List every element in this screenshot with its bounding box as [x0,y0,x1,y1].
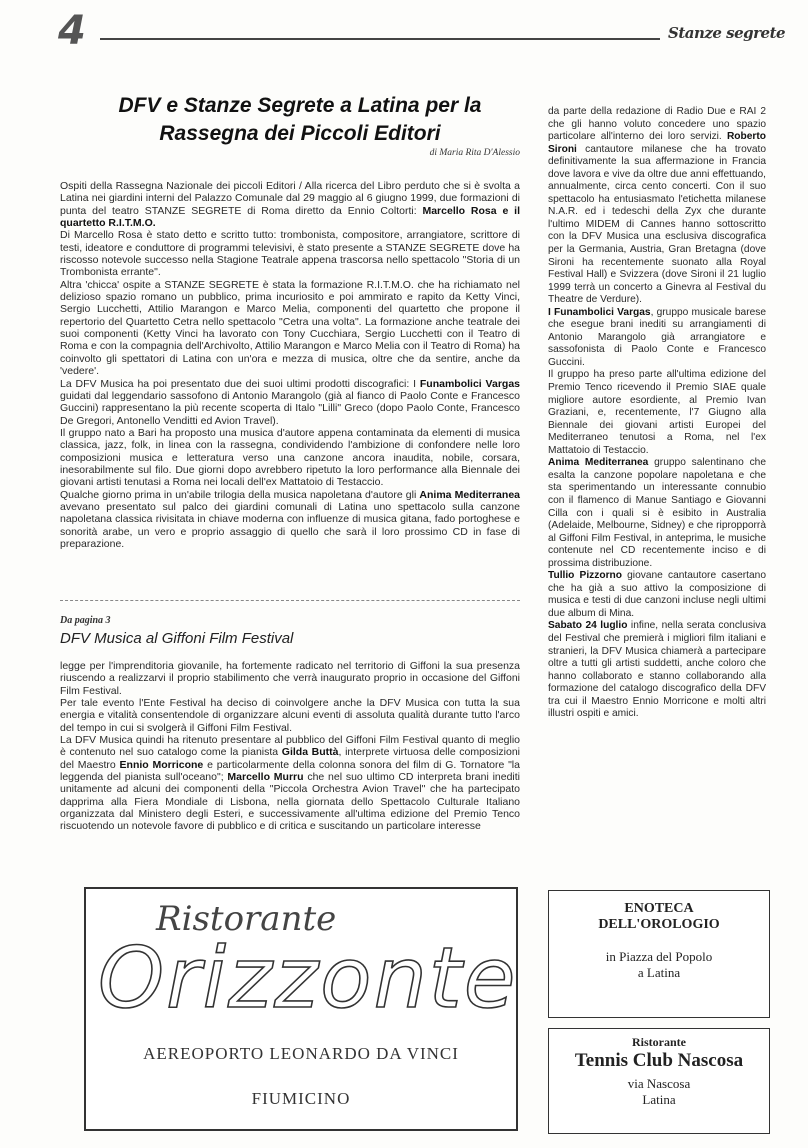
paragraph: da parte della redazione di Radio Due e RAI 2 che gli hanno voluto concedere uno spazio particolare all'interno dei loro servizi. Roberto Sironi cantautore milanese che ha trovato definitivamente la sua affermazione in Francia dove lavora e vive da oltre due anni effettuando, annualmente, circa cento concerti. Con il suo spettacolo ha entusiasmato l'etichetta milanese N.A.R. ed i tedeschi della Zyx che durante l'ultimo MIDEM di Cannes hanno sottoscritto con la DFV Musica una esclusiva discografica per la Germania, Austria, Gran Bretagna (dove Sironi ha recentemente suonato alla Royal Festival Hall) e Svizzera (dove Sironi il 21 luglio 1999 terrà un concerto a Ginevra al Festival du Theatre de Verdure). [548,106,766,306]
magazine-logo: Stanze segrete [668,24,786,42]
second-article-body [60,660,520,833]
header-rule [100,38,660,40]
paragraph: La DFV Musica quindi ha ritenuto presentare al pubblico del Giffoni Film Festival quanto di meglio è contenuto nel suo catalogo come la pianista Gilda Buttà, interprete virtuosa delle composizioni del Maestro Ennio Morricone e particolarmente della colonna sonora del film di G. Tornatore "la leggenda del pianista sull'oceano"; Marcello Murru che nel suo ultimo CD interpreta brani inediti unitamente ad alcuni dei componenti della "Piccola Orchestra Avion Travel" che ha partecipato dapprima alla Fiera Mondiale di Lisbona, nella giornata dello Spettacolo Culturale Italiano organizzata dal Ministero degli Esteri, e successivamente all'ultima edizione del Premio Tenco riscuotendo un notevole favore di pubblico e di critica e suscitando un particolare interesse [60,734,521,833]
tennis-ad-city: Latina [642,1092,676,1107]
enoteca-title: ENOTECA [624,901,694,916]
main-article-body [60,180,520,550]
headline-line-2: Rassegna dei Piccoli Editori [159,122,441,145]
paragraph: Il gruppo nato a Bari ha proposto una musica d'autore appena contaminata da elementi di musica classica, jazz, folk, in linea con la rassegna, condividendo l'ambizione di confondere nelle loro composizioni musica e letteratura verso una canzone ancora inaudita, nobile, corsara, inesorabilmente sul filo. Due giorni dopo avrebbero ripetuto la loro performance alla Biennale dei giovani artisti tenutasi a Roma nei locali dell'ex Mattatoio di Testaccio. [60,426,520,489]
ristorante-orizzonte-ad [84,887,518,1131]
ad-location-line: AEREOPORTO LEONARDO DA VINCI [143,1044,459,1063]
paragraph: Di Marcello Rosa è stato detto e scritto tutto: trombonista, compositore, arrangiatore, scrittore di testi, ideatore e conduttore di programmi televisivi, è stato presente a STANZE SEGRETE dove ha riscosso notevole successo nella Stagione Teatrale appena trascorsa nello spettacolo "Storia di un Trombonista errante". [60,229,520,279]
headline-line-1: DFV e Stanze Segrete a Latina per la [118,94,482,117]
article-byline: di Maria Rita D'Alessio [429,148,520,158]
paragraph: I Funambolici Vargas, gruppo musicale barese che esegue brani inediti su arrangiamenti di Antonio Marangolo già arrangiatore e sassofonista di Paolo Conte e Francesco Guccini. [548,306,767,368]
paragraph: Altra 'chicca' ospite a STANZE SEGRETE è stata la formazione R.I.T.M.O. che ha richiamato nel delizioso spazio romano un pubblico, prima incuriosito e poi ammirato e rapito da Ketty Vinci, Sergio Lucchetti, Attilio Marangon e Marco Melia, componenti del quartetto che propone il repertorio del Quartetto Cetra nello spettacolo "Cetra una volta". La formazione anche teatrale dei suoi componenti (Ketty Vinci ha lavorato con Tony Cucchiara, Sergio Lucchetti con il Teatro di Roma e con la compagnia dell'Archivolto, Attilio Marangon e Marco Melia con il Teatro di Roma) ha coinvolto gli spettatori di Latina con un'ora e mezza di musica, oltre che da sentire, anche da 'vedere'. [60,278,520,378]
tennis-ad-address: via Nascosa [627,1076,691,1091]
enoteca-address: in Piazza del Popolo [605,949,713,964]
second-article-title: DFV Musica al Giffoni Film Festival [60,630,294,647]
paragraph: Qualche giorno prima in un'abile trilogia della musica napoletana d'autore gli Anima Mediterranea avevano presentato sul palco dei giardini comunali di Latina uno spettacolo sulla canzone napoletana classica rivisitata in chiave moderna con influenze di musica gitana, fado portoghese e sonorità arabe, un vero e proprio assaggio di quello che sarà il loro prossimo CD in fase di preparazione. [60,488,520,550]
paragraph: Anima Mediterranea gruppo salentinano che esalta la canzone popolare napoletana e che sta sperimentando un interessante connubio con il flamenco di Manue Santiago e Giovanni Cilla con i quali si è esibito in Australia (Adelaide, Melbourne, Sidney) e che ripropporrà al Giffoni Film Festival, in anteprima, le musiche contenute nel CD recentemente inciso e di prossima distribuzione. [548,457,766,569]
paragraph: Il gruppo ha preso parte all'ultima edizione del Premio Tenco ricevendo il Premio SIAE quale migliore autore esordiente, al Premio Ivan Graziani, e, recentemente, l'7 Giugno alla Biennale dei giovani artisti Europei del Mediterraneo tenutosi a Roma, nel l'ex Mattatoio di Testaccio. [548,369,766,456]
ad-restaurant-name: Orizzonte [98,929,518,1027]
paragraph: legge per l'imprenditoria giovanile, ha fortemente radicato nel territorio di Giffoni la sua presenza riuscendo a realizzarvi il proprio stabilimento che verrà inaugurato proprio in occasione del Giffoni Film Festival. [60,660,520,697]
continuation-label: Da pagina 3 [60,615,111,626]
tennis-ad-label: Ristorante [632,1035,686,1049]
right-column-body [548,106,766,721]
enoteca-city: a Latina [637,965,681,980]
tennis-club-ad [548,1028,770,1134]
section-divider [60,600,520,602]
enoteca-subtitle: DELL'OROLOGIO [598,917,720,932]
tennis-ad-name: Tennis Club Nascosa [574,1050,744,1071]
page-number: 4 [58,8,86,54]
enoteca-ad [548,890,770,1018]
ad-city-line: FIUMICINO [251,1089,351,1108]
paragraph: Sabato 24 luglio infine, nella serata conclusiva del Festival che premierà i migliori film italiani e stranieri, la DFV Musica chiamerà a partecipare oltre a tutti gli artisti suddetti, anche coloro che hanno collaborato e stanno collaborando alla formazione del catalogo discografico della DFV tra cui il Maestro Ennio Morricone e molti altri illustri ospiti e amici. [548,620,766,720]
article-headline [60,92,540,148]
paragraph: Tullio Pizzorno giovane cantautore casertano che ha già a suo attivo la composizione di musica e testi di due canzoni incluse negli ultimi due album di Mina. [548,570,766,619]
paragraph: Ospiti della Rassegna Nazionale dei piccoli Editori / Alla ricerca del Libro perduto che si è svolta a Latina nei giardini interni del Palazzo Comunale dal 29 maggio al 6 giugno 1999, due formazioni di punta del teatro STANZE SEGRETE di Roma diretto da Ennio Coltorti: Marcello Rosa e il quartetto R.I.T.M.O. [60,180,520,230]
paragraph: La DFV Musica ha poi presentato due dei suoi ultimi prodotti discografici: I Funambolici Vargas guidati dal leggendario sassofono di Antonio Marangolo (già al fianco di Paolo Conte e Francesco Guccini) rappresentano la più recente scoperta di Italo "Lilli" Greco (dopo Paolo Conte, Francesco De Gregori, Antonello Venditti ed Avion Travel). [60,377,520,427]
paragraph: Per tale evento l'Ente Festival ha deciso di coinvolgere anche la DFV Musica con tutta la sua energia e vitalità consentendole di organizzare alcuni eventi di assoluta qualità durante tutto l'arco del tempo in cui si svolgerà il Giffoni Film Festival. [60,697,520,734]
ad-script-title: Ristorante [156,899,337,939]
